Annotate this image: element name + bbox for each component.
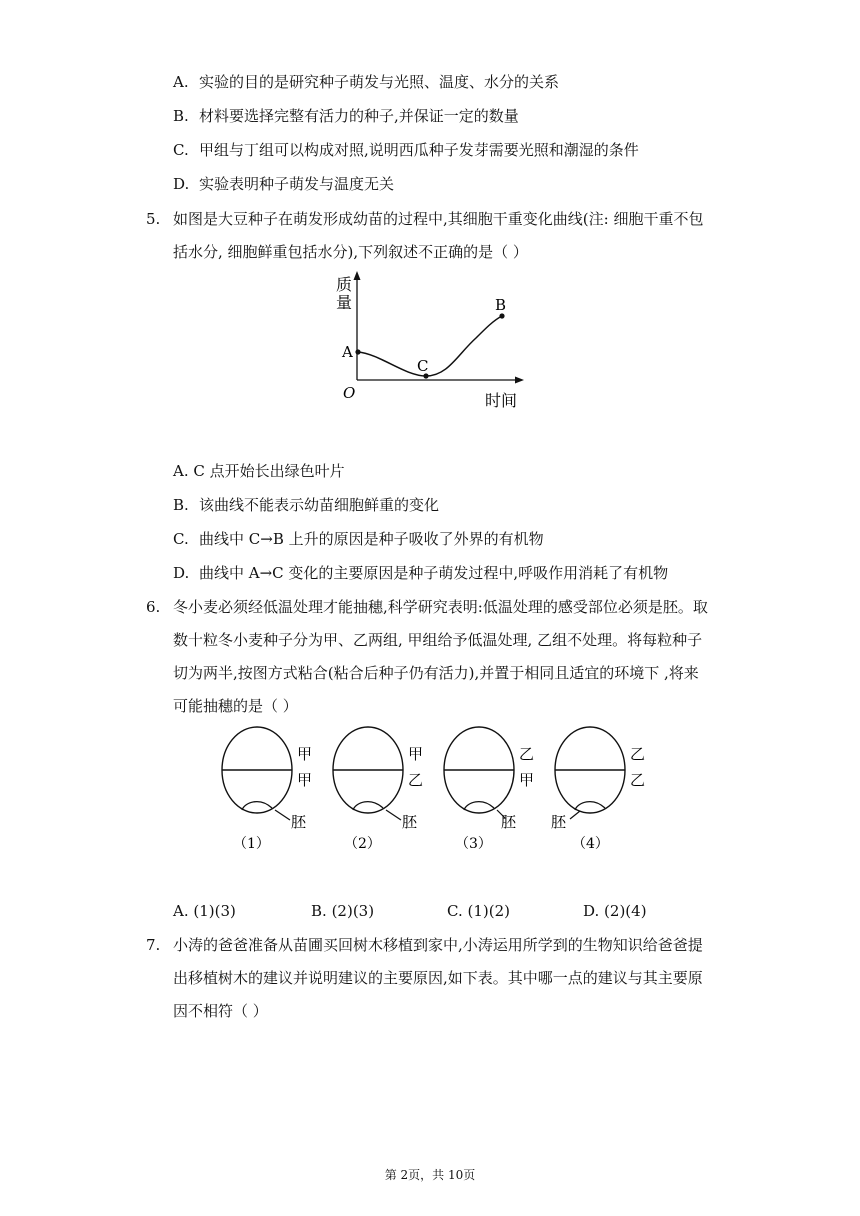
seed-caption: （4） xyxy=(572,836,609,852)
y-axis-label-1: 质 xyxy=(336,275,353,294)
q5-option-c xyxy=(173,529,544,549)
seed-top-label: 甲 xyxy=(408,745,424,763)
seed-caption: （2） xyxy=(344,836,381,852)
option-text: (1)(3) xyxy=(193,902,236,920)
seed-bottom-label: 甲 xyxy=(519,771,535,789)
page-footer: 第 2页，共 10页 xyxy=(384,1168,476,1182)
option-letter: A. xyxy=(173,73,189,91)
q6-option-c xyxy=(447,901,510,921)
seed-top-label: 甲 xyxy=(297,745,313,763)
q7-stem-line-1: 小涛的爸爸准备从苗圃买回树木移植到家中,小涛运用所学到的生物知识给爸爸提 xyxy=(173,936,703,954)
q5-stem-line-2: 括水分, 细胞鲜重包括水分),下列叙述不正确的是（ ） xyxy=(173,243,528,261)
q5-option-d xyxy=(173,563,668,583)
q7-stem-line-3: 因不相符（ ） xyxy=(173,1002,268,1020)
option-letter: B. xyxy=(173,107,189,125)
embryo-label: 胚 xyxy=(402,813,418,831)
seed-caption: （3） xyxy=(455,836,492,852)
embryo xyxy=(575,802,605,810)
point-a-label: A xyxy=(342,343,353,361)
option-text: (2)(3) xyxy=(331,902,375,920)
q7-number: 7. xyxy=(146,936,161,954)
point-b-label: B xyxy=(495,296,507,314)
q5-option-b xyxy=(173,495,439,515)
q6-seed-figure-4 xyxy=(548,724,658,854)
q6-stem-line-3: 切为两半,按图方式粘合(粘合后种子仍有活力),并置于相同且适宜的环境下 ,将来 xyxy=(173,664,699,682)
option-text: C 点开始长出绿色叶片 xyxy=(193,462,345,480)
q5-stem-line-1: 如图是大豆种子在萌发形成幼苗的过程中,其细胞干重变化曲线(注: 细胞干重不包 xyxy=(173,210,704,228)
origin-label: O xyxy=(343,384,356,402)
point-c-label: C xyxy=(417,357,429,375)
option-letter: D. xyxy=(173,175,190,193)
q4-option-c xyxy=(173,140,639,160)
option-text: 曲线中 A→C 变化的主要原因是种子萌发过程中,呼吸作用消耗了有机物 xyxy=(199,564,669,582)
seed-bottom-label: 乙 xyxy=(408,771,424,789)
embryo xyxy=(242,802,272,810)
option-text: 该曲线不能表示幼苗细胞鲜重的变化 xyxy=(199,496,440,514)
q6-stem-line-1: 冬小麦必须经低温处理才能抽穗,科学研究表明:低温处理的感受部位必须是胚。取 xyxy=(173,598,708,616)
embryo-label: 胚 xyxy=(551,813,567,831)
option-letter: B. xyxy=(311,902,327,920)
x-axis-label: 时间 xyxy=(485,391,518,410)
seed-top-label: 乙 xyxy=(519,745,535,763)
q6-seed-figure-1 xyxy=(215,724,325,854)
q5-dry-weight-graph xyxy=(330,268,530,414)
q5-number: 5. xyxy=(146,210,161,228)
option-text: (1)(2) xyxy=(467,902,510,920)
embryo-pointer xyxy=(570,811,580,819)
q6-option-d xyxy=(583,901,647,921)
seed-bottom-label: 乙 xyxy=(630,771,646,789)
q5-option-a xyxy=(173,461,345,481)
option-letter: A. xyxy=(173,462,189,480)
embryo-label: 胚 xyxy=(291,813,307,831)
seed-top-label: 乙 xyxy=(630,745,646,763)
option-letter: A. xyxy=(173,902,189,920)
option-text: 实验的目的是研究种子萌发与光照、温度、水分的关系 xyxy=(199,73,560,91)
option-letter: D. xyxy=(583,902,600,920)
q4-option-a xyxy=(173,72,559,92)
point-a-dot xyxy=(355,349,360,354)
option-text: 实验表明种子萌发与温度无关 xyxy=(199,175,395,193)
q7-stem-line-2: 出移植树木的建议并说明建议的主要原因,如下表。其中哪一点的建议与其主要原 xyxy=(173,969,703,987)
embryo-pointer xyxy=(386,810,401,820)
q6-option-b xyxy=(311,901,374,921)
q6-seed-figure-2 xyxy=(326,724,436,854)
q4-option-b xyxy=(173,106,519,126)
y-axis-label-2: 量 xyxy=(336,293,353,312)
seed-caption: （1） xyxy=(233,836,270,852)
q6-seed-figure-3 xyxy=(437,724,547,854)
option-letter: C. xyxy=(173,141,189,159)
seed-bottom-label: 甲 xyxy=(297,771,313,789)
embryo xyxy=(464,802,494,810)
q6-option-a xyxy=(173,901,236,921)
point-b-dot xyxy=(499,313,504,318)
embryo-label: 胚 xyxy=(501,813,517,831)
dry-weight-curve xyxy=(358,316,502,376)
embryo-pointer xyxy=(275,810,290,820)
option-letter: B. xyxy=(173,496,189,514)
option-text: 材料要选择完整有活力的种子,并保证一定的数量 xyxy=(199,107,519,125)
q6-stem-line-2: 数十粒冬小麦种子分为甲、乙两组, 甲组给予低温处理, 乙组不处理。将每粒种子 xyxy=(173,631,703,649)
option-text: (2)(4) xyxy=(604,902,647,920)
y-axis-arrow xyxy=(354,271,361,280)
option-text: 曲线中 C→B 上升的原因是种子吸收了外界的有机物 xyxy=(199,530,544,548)
embryo xyxy=(353,802,383,810)
x-axis-arrow xyxy=(515,377,524,384)
q6-number: 6. xyxy=(146,598,161,616)
option-letter: D. xyxy=(173,564,190,582)
option-letter: C. xyxy=(447,902,463,920)
option-letter: C. xyxy=(173,530,189,548)
q6-stem-line-4: 可能抽穗的是（ ） xyxy=(173,697,298,715)
option-text: 甲组与丁组可以构成对照,说明西瓜种子发芽需要光照和潮湿的条件 xyxy=(199,141,639,159)
q4-option-d xyxy=(173,174,394,194)
